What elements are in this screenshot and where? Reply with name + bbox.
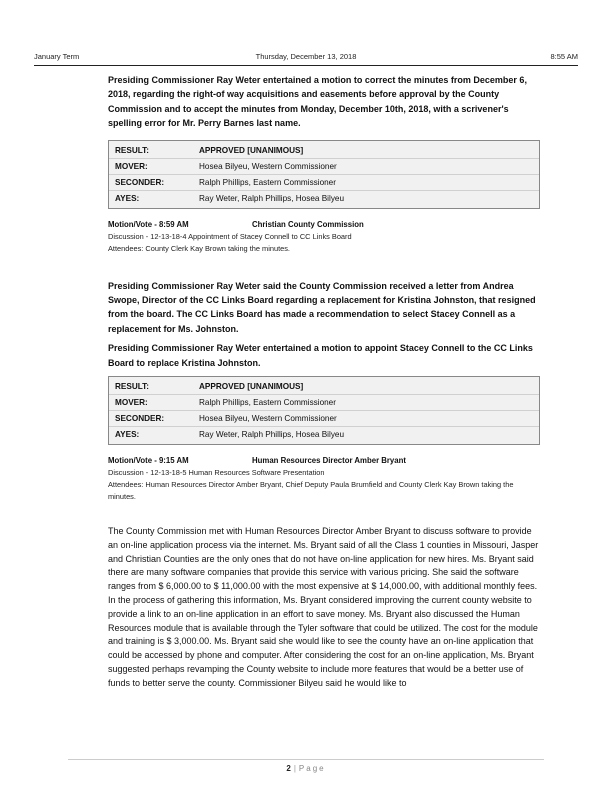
header-term: January Term (34, 52, 80, 61)
page-header (34, 52, 578, 66)
vote-value: Ralph Phillips, Eastern Commissioner (199, 398, 336, 408)
vote-label: RESULT: (115, 382, 149, 392)
cc-links-letter-paragraph: Presiding Commissioner Ray Weter said the County Commission received a letter from Andrea Swope, Director of the CC Links Board regarding a replacement for Kristina Johnston, that resigned from the board. The CC Links Board has made a recommendation to select Stacey Connell as a replacement for Ms. Johnston. (108, 280, 536, 334)
page-number: 2 (286, 764, 291, 773)
vote-label: SECONDER: (115, 177, 165, 187)
vote-row-seconder (109, 174, 539, 190)
vote-row-mover (109, 158, 539, 174)
minutes-correction-paragraph: Presiding Commissioner Ray Weter entertained a motion to correct the minutes from December 6, 2018, regarding the right-of way acquisitions and easements before approval by the County Commission and to accept the minutes from Monday, December 10th, 2018, with a scrivener's spelling error for Mr. Perry Barnes last name. (108, 75, 527, 129)
vote-value: APPROVED [UNANIMOUS] (199, 145, 304, 155)
vote-row-ayes (109, 426, 539, 442)
motion-heading (108, 455, 540, 467)
vote-value: Hosea Bilyeu, Western Commissioner (199, 414, 337, 424)
motion-time: Motion/Vote - 9:15 AM (108, 456, 189, 466)
motion-time: Motion/Vote - 8:59 AM (108, 219, 189, 229)
attendees-line: Attendees: County Clerk Kay Brown taking the minutes. (108, 243, 290, 253)
vote-label: AYES: (115, 193, 140, 203)
vote-label: MOVER: (115, 161, 148, 171)
motion-body: Human Resources Director Amber Bryant (252, 456, 406, 466)
vote-value: Hosea Bilyeu, Western Commissioner (199, 161, 337, 171)
vote-row-result (109, 379, 539, 394)
vote-value: Ray Weter, Ralph Phillips, Hosea Bilyeu (199, 430, 345, 440)
attendees-line: Attendees: Human Resources Director Amber Bryant, Chief Deputy Paula Brumfield and County Clerk Kay Brown taking the minutes. (108, 480, 514, 502)
vote-row-result (109, 143, 539, 158)
hr-software-paragraph: The County Commission met with Human Resources Director Amber Bryant to discuss software to provide an on-line application process via the internet. Ms. Bryant said of all the Class 1 counties in Missouri, Jasper and Christian Counties are the only ones that do not have on-line application for new hires. Ms. Bryant said there are many software companies that provide this service with various pricing. She said the software ranges from $ 6,000.00 to $ 11,000.00 with the most expensive at $ 14,000.00, with additional monthly fees. In the process of gathering this information, Ms. Bryant considered improving the current county website to provide a link to an on-line application in an effort to save money. Ms. Bryant also discussed the Human Resources module that is available through the Tyler software that could be utilized. The cost for the module and training is $ 3,000.00. Ms. Bryant said she would like to see the county have an on-line application that could be accessed by phone and computer. After considering the cost for an on-line application, Ms. Bryant suggested perhaps revamping the County website to include more features that would be a better use of funds to better serve the county. Commissioner Bilyeu said he would like to (108, 526, 539, 688)
motion-body: Christian County Commission (252, 219, 364, 229)
vote-result-table (108, 376, 540, 445)
discussion-line: Discussion - 12-13-18-4 Appointment of Stacey Connell to CC Links Board (108, 231, 352, 241)
vote-label: AYES: (115, 430, 140, 440)
vote-label: SECONDER: (115, 414, 165, 424)
document-body (108, 73, 540, 691)
vote-row-mover (109, 394, 539, 410)
discussion-line: Discussion - 12-13-18-5 Human Resources Software Presentation (108, 468, 325, 478)
footer-divider (68, 759, 544, 760)
header-divider (34, 65, 578, 66)
footer-separator: | (293, 764, 296, 773)
vote-value: Ray Weter, Ralph Phillips, Hosea Bilyeu (199, 193, 345, 203)
vote-value: APPROVED [UNANIMOUS] (199, 382, 304, 392)
vote-result-table (108, 140, 540, 209)
motion-heading (108, 219, 540, 231)
header-date: Thursday, December 13, 2018 (255, 52, 357, 61)
vote-value: Ralph Phillips, Eastern Commissioner (199, 177, 336, 187)
cc-links-motion-paragraph: Presiding Commissioner Ray Weter entertained a motion to appoint Stacey Connell to the CC Links Board to replace Kristina Johnston. (108, 343, 533, 368)
header-time: 8:55 AM (550, 52, 578, 61)
page-footer (0, 764, 612, 773)
vote-label: MOVER: (115, 398, 148, 408)
vote-label: RESULT: (115, 145, 149, 155)
vote-row-ayes (109, 190, 539, 206)
page-word: Page (298, 764, 326, 773)
vote-row-seconder (109, 410, 539, 426)
